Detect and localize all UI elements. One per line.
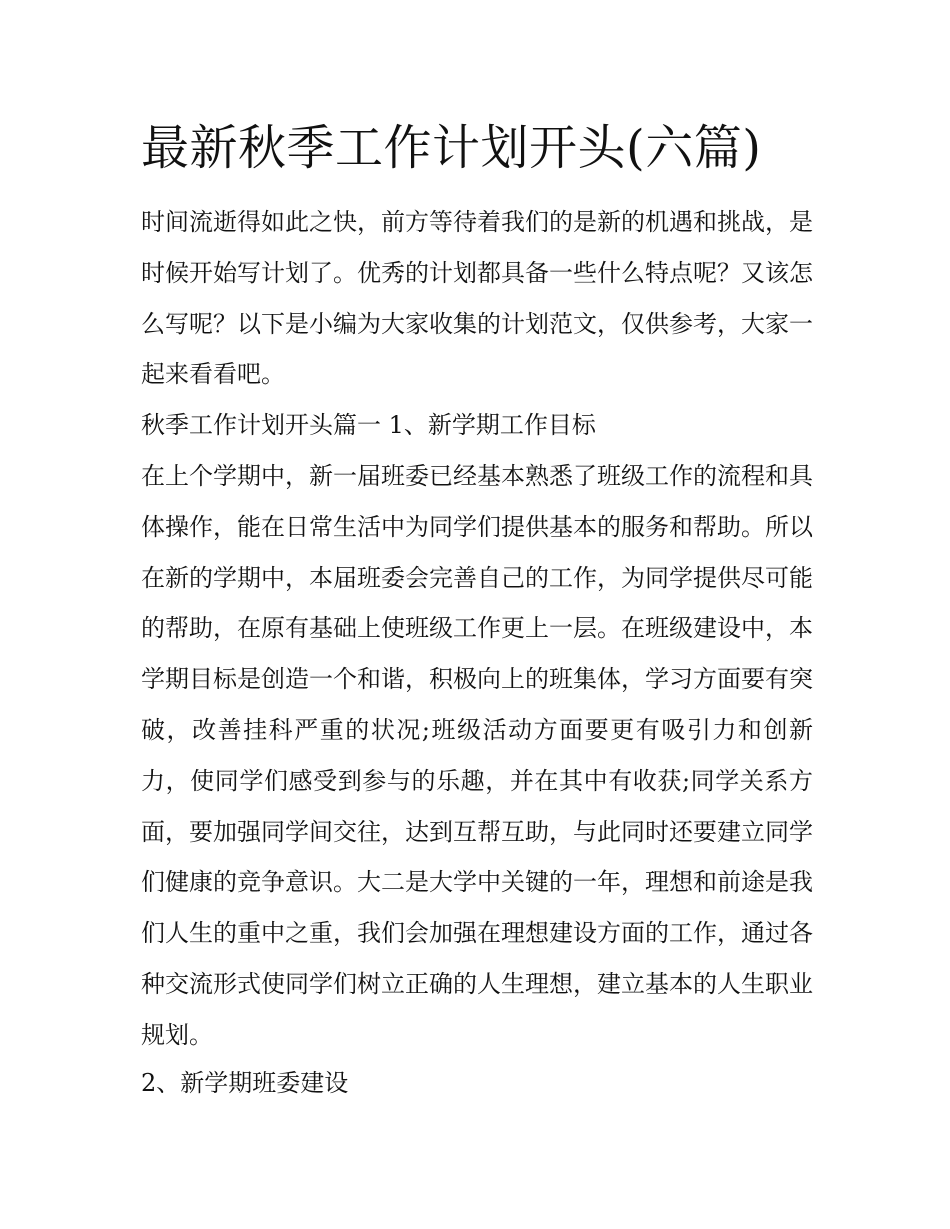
section-heading-1: 秋季工作计划开头篇一 1、新学期工作目标 [141, 411, 596, 439]
intro-paragraph: 时间流逝得如此之快，前方等待着我们的是新的机遇和挑战，是时候开始写计划了。优秀的计划都具备一些什么特点呢？又该怎么写呢？以下是小编为大家收集的计划范文，仅供参考，大家一起来看看吧。 [141, 208, 813, 389]
document-title: 最新秋季工作计划开头(六篇) [141, 120, 762, 176]
section-paragraph-1: 在上个学期中，新一届班委已经基本熟悉了班级工作的流程和具体操作，能在日常生活中为同学们提供基本的服务和帮助。所以在新的学期中，本届班委会完善自己的工作，为同学提供尽可能的帮助，在原有基础上使班级工作更上一层。在班级建设中，本学期目标是创造一个和谐，积极向上的班集体，学习方面要有突破，改善挂科严重的状况;班级活动方面要更有吸引力和创新力，使同学们感受到参与的乐趣，并在其中有收获;同学关系方面，要加强同学间交往，达到互帮互助，与此同时还要建立同学们健康的竞争意识。大二是大学中关键的一年，理想和前途是我们人生的重中之重，我们会加强在理想建设方面的工作，通过各种交流形式使同学们树立正确的人生理想，建立基本的人生职业规划。 [141, 462, 813, 1049]
section-heading-2: 2、新学期班委建设 [141, 1069, 349, 1097]
